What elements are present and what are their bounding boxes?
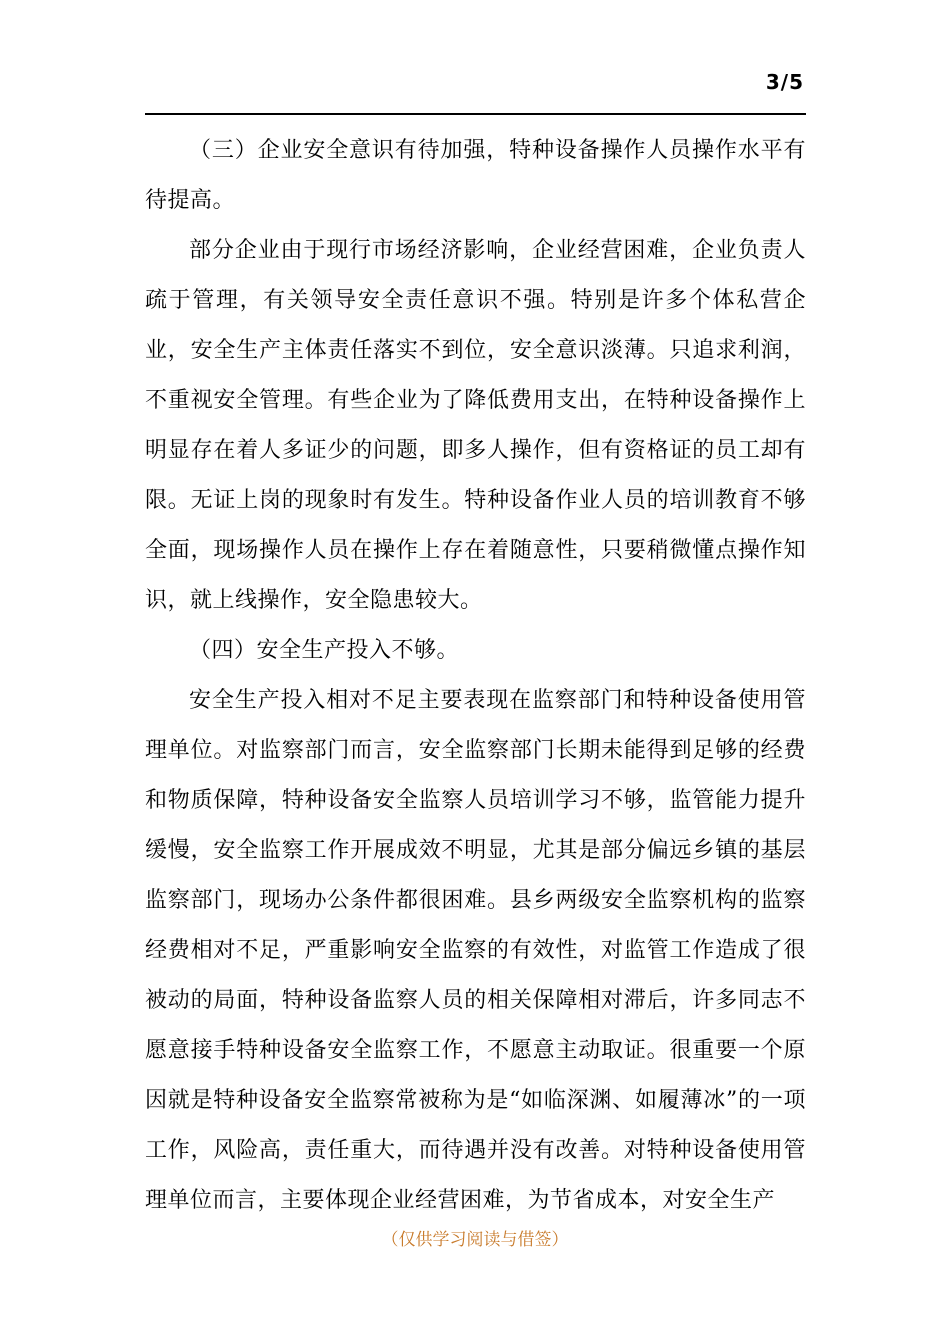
paragraph-safety-investment: 安全生产投入相对不足主要表现在监察部门和特种设备使用管理单位。对监察部门而言，安全监察部门长期未能得到足够的经费和物质保障，特种设备安全监察人员培训学习不够，监管能力提升缓慢，安全监察工作开展成效不明显，尤其是部分偏远乡镇的基层监察部门，现场办公条件都很困难。县乡两级安全监察机构的监察经费相对不足，严重影响安全监察的有效性，对监管工作造成了很被动的局面，特种设备监察人员的相关保障相对滞后，许多同志不愿意接手特种设备安全监察工作，不愿意主动取证。很重要一个原因就是特种设备安全监察常被称为是“如临深渊、如履薄冰”的一项工作，风险高，责任重大，而待遇并没有改善。对特种设备使用管理单位而言，主要体现企业经营困难，为节省成本，对安全生产 <box>145 688 806 1213</box>
header-divider <box>145 113 806 115</box>
footer-note: （仅供学习阅读与借签） <box>381 1230 569 1250</box>
paragraph-safety-awareness: 部分企业由于现行市场经济影响，企业经营困难，企业负责人疏于管理，有关领导安全责任意识不强。特别是许多个体私营企业，安全生产主体责任落实不到位，安全意识淡薄。只追求利润，不重视安全管理。有些企业为了降低费用支出，在特种设备操作上明显存在着人多证少的问题，即多人操作，但有资格证的员工却有限。无证上岗的现象时有发生。特种设备作业人员的培训教育不够全面，现场操作人员在操作上存在着随意性，只要稍微懂点操作知识，就上线操作，安全隐患较大。 <box>145 238 806 613</box>
document-body <box>145 126 806 1226</box>
paragraph-section-3-heading: （三）企业安全意识有待加强，特种设备操作人员操作水平有待提高。 <box>145 138 806 213</box>
page-number: 3/5 <box>765 70 804 94</box>
paragraph-section-4-heading: （四）安全生产投入不够。 <box>189 638 460 663</box>
